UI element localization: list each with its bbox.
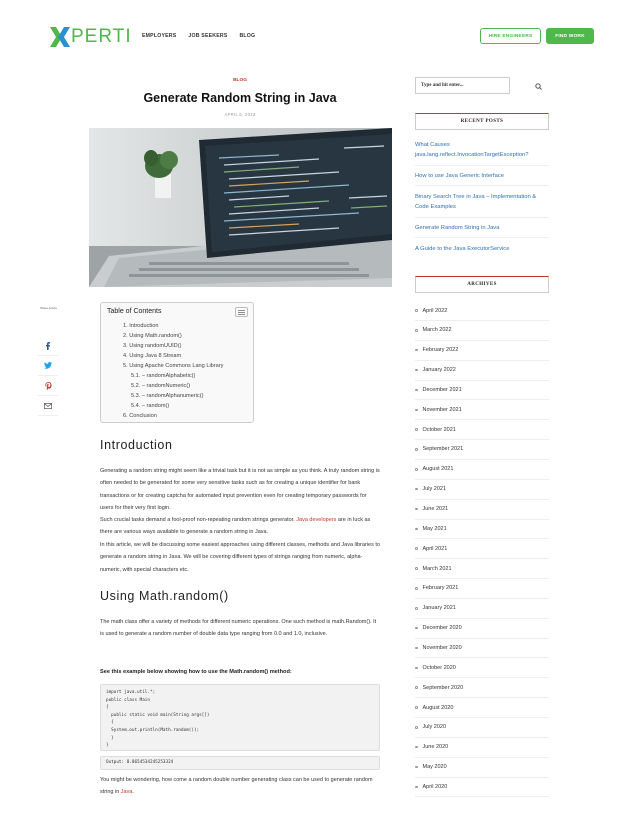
bullet-icon <box>415 409 418 412</box>
bullet-icon <box>415 329 418 332</box>
archive-link[interactable] <box>415 619 549 639</box>
logo-x-mark-icon <box>49 26 71 48</box>
archive-link[interactable] <box>415 658 549 678</box>
archive-label: November 2020 <box>422 644 462 651</box>
archive-label: April 2021 <box>422 545 448 552</box>
toc-subitem[interactable]: 5.3. – randomAlphanumeric() <box>131 393 204 399</box>
archive-label: December 2020 <box>422 625 462 632</box>
archive-link[interactable] <box>415 758 549 778</box>
archive-label: May 2021 <box>422 525 447 532</box>
archive-label: October 2021 <box>422 426 456 433</box>
nav-job-seekers[interactable]: JOB SEEKERS <box>188 33 228 39</box>
archive-label: June 2021 <box>422 506 449 512</box>
bullet-icon <box>415 448 418 451</box>
archive-label: October 2020 <box>422 664 456 671</box>
find-work-button[interactable]: FIND WORK <box>546 28 594 44</box>
search-icon <box>535 83 542 90</box>
bullet-icon <box>415 349 418 352</box>
java-link[interactable]: Java <box>120 789 133 796</box>
toc-subitem[interactable]: 5.4. – random() <box>131 403 170 409</box>
toc-item[interactable]: 5. Using Apache Commons Lang Library <box>123 363 224 369</box>
archive-link[interactable] <box>415 380 549 400</box>
page-title: Generate Random String in Java <box>143 91 337 105</box>
java-developers-link[interactable]: Java developers <box>296 517 337 523</box>
xperti-logo[interactable] <box>49 26 132 48</box>
archive-label: December 2021 <box>422 386 462 393</box>
article-date: APRIL 6, 2022 <box>224 112 256 117</box>
archive-link[interactable] <box>415 559 549 579</box>
archive-label: September 2020 <box>422 684 464 691</box>
archive-label: September 2021 <box>422 446 464 453</box>
wonder-text-end: . <box>132 789 134 796</box>
toc-item[interactable]: 1. Introduction <box>123 323 159 329</box>
archive-link[interactable] <box>415 400 549 420</box>
bullet-icon <box>415 607 418 610</box>
toc-item[interactable]: 4. Using Java 8 Stream <box>123 353 182 359</box>
bullet-icon <box>415 786 418 789</box>
intro-paragraph-2-text-end: are in luck as there are various ways available to generate a random string in Java. <box>100 517 371 536</box>
archive-link[interactable] <box>415 698 549 718</box>
archive-label: February 2022 <box>422 347 459 354</box>
bullet-icon <box>415 766 418 769</box>
list-icon <box>238 310 245 315</box>
archive-label: May 2020 <box>422 764 447 771</box>
archive-label: August 2021 <box>422 466 454 473</box>
nav-employers[interactable]: EMPLOYERS <box>142 33 177 39</box>
archive-link[interactable] <box>415 460 549 480</box>
toc-subitem[interactable]: 5.1. – randomAlphabetic() <box>131 373 196 379</box>
intro-paragraph-2-text: Such crucial tasks demand a fool-proof non-repeating random strings generator. <box>100 517 297 523</box>
archive-link[interactable] <box>415 500 549 520</box>
bullet-icon <box>415 528 418 531</box>
archive-label: March 2022 <box>422 327 452 334</box>
archive-label: August 2020 <box>422 704 454 711</box>
recent-posts-title: RECENT POSTS <box>415 113 549 130</box>
archive-link[interactable] <box>415 539 549 559</box>
bullet-icon <box>415 746 418 749</box>
recent-post-link[interactable]: Generate Random String in Java <box>415 223 549 238</box>
share-email[interactable] <box>38 396 58 416</box>
recent-post-link[interactable]: A Guide to the Java ExecutorService <box>415 246 510 252</box>
search-input[interactable]: Type and hit enter... <box>415 77 510 94</box>
archive-label: April 2022 <box>422 307 448 314</box>
archive-link[interactable] <box>415 440 549 460</box>
archive-label: March 2021 <box>422 565 452 572</box>
wonder-text: You might be wondering, how come a random double number generating class can be used to generate random string in <box>100 777 373 796</box>
bullet-icon <box>415 547 418 550</box>
recent-post-link[interactable]: Binary Search Tree in Java – Implementation & Code Examples <box>415 192 549 218</box>
hire-engineers-button[interactable]: HIRE ENGINEERS <box>480 28 541 44</box>
logo-text: PERTI <box>71 26 132 47</box>
email-icon <box>44 403 52 409</box>
archive-link[interactable] <box>415 579 549 599</box>
bullet-icon <box>415 706 418 709</box>
intro-heading: Introduction <box>100 438 173 452</box>
toc-list <box>107 321 247 421</box>
bullet-icon <box>415 468 418 471</box>
intro-paragraph-1: Generating a random string might seem like a trivial task but it is not as simple as you think. A truly random string is often needed to be generated for some very sensitive tasks such as for creating a unique identifier for bank transactions or for creating captcha for automated input prevention even for creating temporary passwords for users for their very first login. <box>100 468 380 511</box>
archive-link[interactable] <box>415 718 549 738</box>
toc-title: Table of Contents <box>107 308 162 315</box>
archive-link[interactable] <box>415 341 549 361</box>
archives-title: ARCHIVES <box>415 276 549 293</box>
bullet-icon <box>415 587 418 590</box>
archive-label: June 2020 <box>422 744 449 751</box>
archive-label: January 2021 <box>422 605 456 612</box>
site-header <box>0 0 638 72</box>
archive-link[interactable] <box>415 321 549 341</box>
bullet-icon <box>415 488 418 491</box>
bullet-icon <box>415 667 418 670</box>
share-pinterest[interactable] <box>38 376 58 396</box>
archive-label: January 2022 <box>422 367 456 374</box>
article-category[interactable]: BLOG <box>233 78 247 83</box>
wonder-paragraph <box>100 774 380 799</box>
share-twitter[interactable] <box>38 356 58 376</box>
bullet-icon <box>415 567 418 570</box>
pinterest-icon <box>45 382 52 390</box>
output-block: Output: 0.8654534245253324 <box>100 756 380 770</box>
bullet-icon <box>415 627 418 630</box>
archive-label: April 2020 <box>422 783 448 790</box>
archive-label: February 2021 <box>422 585 459 592</box>
archive-link[interactable] <box>415 678 549 698</box>
bullet-icon <box>415 389 418 392</box>
archive-link[interactable] <box>415 777 549 797</box>
share-facebook[interactable] <box>38 336 58 356</box>
bullet-icon <box>415 508 418 511</box>
toc-item[interactable]: 2. Using Math.random() <box>123 333 182 339</box>
hero-image <box>89 128 392 287</box>
archive-link[interactable] <box>415 738 549 758</box>
main-nav <box>142 33 255 39</box>
bullet-icon <box>415 686 418 689</box>
archive-link[interactable] <box>415 599 549 619</box>
table-of-contents <box>100 302 254 423</box>
toc-toggle-button[interactable] <box>235 307 248 317</box>
bullet-icon <box>415 369 418 372</box>
bullet-icon <box>415 428 418 431</box>
code-block: import java.util.*; public class Main { public static void main(String args[]) { System.out.println(Math.random()); } } <box>100 684 380 751</box>
archive-link[interactable] <box>415 480 549 500</box>
archive-link[interactable] <box>415 361 549 381</box>
archive-label: July 2020 <box>422 724 447 731</box>
facebook-icon <box>45 342 51 350</box>
intro-paragraph-2 <box>100 514 380 539</box>
archive-link[interactable] <box>415 301 549 321</box>
archive-link[interactable] <box>415 519 549 539</box>
share-label: Share Article <box>40 306 58 310</box>
archive-label: July 2021 <box>422 486 447 493</box>
toc-subitem[interactable]: 5.2. – randomNumeric() <box>131 383 191 389</box>
bullet-icon <box>415 647 418 650</box>
math-random-heading: Using Math.random() <box>100 589 229 603</box>
archive-label: November 2021 <box>422 406 462 413</box>
archive-link[interactable] <box>415 420 549 440</box>
bullet-icon <box>415 726 418 729</box>
search-button[interactable] <box>532 80 544 92</box>
toc-item[interactable]: 3. Using randomUUID() <box>123 343 182 349</box>
twitter-icon <box>44 362 52 369</box>
recent-post-link[interactable]: How to use Java Generic Interface <box>415 171 549 186</box>
math-paragraph-1: The math class offer a variety of methods for different numeric operations. One such method is math.Random(). It is used to generate a random number of double data type ranging from 0.0 and 1.0, inclusive. <box>100 619 377 638</box>
bullet-icon <box>415 309 418 312</box>
archive-link[interactable] <box>415 638 549 658</box>
example-label: See this example below showing how to use the Math.random() method: <box>100 669 292 675</box>
intro-paragraph-3: In this article, we will be discussing some easiest approaches using different classes, methods and Java libraries to generate a random string in Java. We will be covering different types of strings ranging from numeric, alpha-numeric, with special characters etc. <box>100 542 380 573</box>
toc-item[interactable]: 6. Conclusion <box>123 413 157 419</box>
recent-post-link[interactable]: What Causes java.lang.reflect.InvocationTargetException? <box>415 140 549 166</box>
nav-blog[interactable]: BLOG <box>239 33 256 39</box>
